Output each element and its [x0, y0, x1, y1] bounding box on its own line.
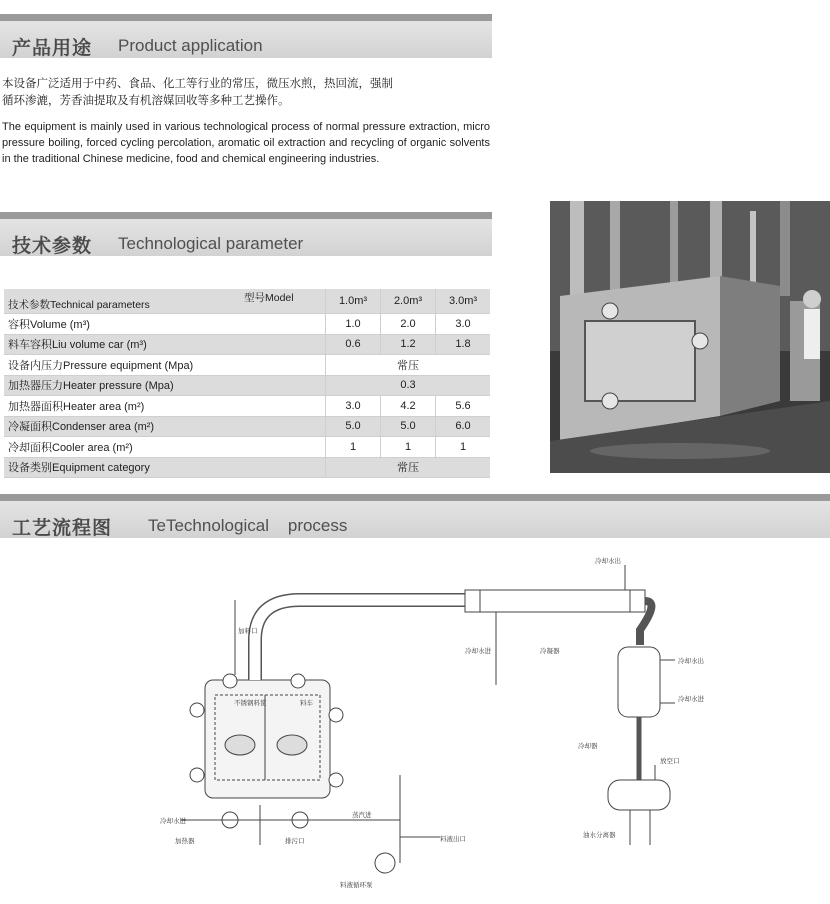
clamp — [329, 773, 343, 787]
tech-params-title-en: Technological parameter — [118, 234, 304, 253]
row-label: 加热器面积Heater area (m²) — [4, 396, 326, 417]
clamp — [329, 708, 343, 722]
row-label: 容积Volume (m³) — [4, 314, 326, 335]
label-oil-water-separator: 油水分离器 — [583, 831, 616, 839]
label-cooling-water-out-2: 冷却水出 — [678, 657, 704, 665]
cell: 1 — [326, 437, 381, 458]
table-corner-cell — [4, 289, 326, 314]
clamp — [223, 674, 237, 688]
label-cooling-water-in-2: 冷却水进 — [678, 695, 704, 703]
merged-cell: 常压 — [326, 457, 491, 478]
condenser — [465, 590, 645, 612]
clamp — [190, 768, 204, 782]
table-row — [4, 314, 490, 335]
table-row — [4, 355, 490, 376]
row-label: 冷却面积Cooler area (m²) — [4, 437, 326, 458]
label-drain: 排污口 — [285, 837, 305, 845]
cell: 5.0 — [381, 416, 436, 437]
row-label: 加热器压力Heater pressure (Mpa) — [4, 375, 326, 396]
merged-cell: 常压 — [326, 355, 491, 376]
row-label: 设备类别Equipment category — [4, 457, 326, 478]
cell: 4.2 — [381, 396, 436, 417]
cell: 3.0 — [436, 314, 491, 335]
process-title-en: TeTechnological process — [148, 516, 348, 535]
product-application-header — [0, 14, 492, 58]
header-params-label: 技术参数Technical parameters — [8, 299, 150, 311]
cell: 5.0 — [326, 416, 381, 437]
table-row — [4, 457, 490, 478]
tech-params-header — [0, 212, 492, 256]
cell: 1.2 — [381, 334, 436, 355]
label-cooling-water-in-3: 冷却水进 — [160, 817, 186, 825]
cell: 1 — [381, 437, 436, 458]
label-cooler: 冷却器 — [578, 742, 598, 750]
process-header — [0, 494, 830, 538]
table-row — [4, 396, 490, 417]
label-discharge: 料液出口 — [440, 835, 466, 843]
row-label: 料车容积Liu volume car (m³) — [4, 334, 326, 355]
product-application-title-en: Product application — [118, 36, 263, 55]
circulation-pump — [375, 853, 395, 873]
cell: 0.6 — [326, 334, 381, 355]
equipment-photo — [550, 201, 830, 473]
product-application-text-en: The equipment is mainly used in various technological process of normal pressure extraction, micro pressure boiling, forced cycling percolation, aromatic oil extraction and recycling of organic solvents in the traditional Chinese medicine, food and chemical engineering industries. — [2, 121, 490, 165]
table-header-row — [4, 289, 490, 314]
tech-params-table — [4, 289, 490, 478]
label-feed-port: 加料口 — [238, 627, 258, 635]
label-vent: 放空口 — [660, 757, 680, 765]
oil-water-separator — [608, 780, 670, 810]
process-title-cn: 工艺流程图 — [12, 517, 113, 539]
product-application-body — [2, 75, 492, 167]
label-cooling-water-in-1: 冷却水进 — [465, 647, 491, 655]
cell: 5.6 — [436, 396, 491, 417]
table-row — [4, 437, 490, 458]
label-stainless-basket: 不锈钢料筐 — [234, 699, 267, 707]
table-row — [4, 416, 490, 437]
product-application-text-cn-1: 本设备广泛适用于中药、食品、化工等行业的常压，微压水煎，热回流，强制 — [2, 76, 393, 90]
basket-right — [277, 735, 307, 755]
label-condenser: 冷凝器 — [540, 647, 560, 655]
label-circulation-pump: 料液循环泵 — [340, 881, 373, 889]
vapor-pipe — [255, 600, 465, 680]
table-row — [4, 334, 490, 355]
clamp — [291, 674, 305, 688]
label-steam-in: 蒸汽进 — [352, 811, 372, 819]
process-diagram — [0, 545, 830, 904]
label-cart: 料车 — [300, 699, 313, 707]
label-heater: 加热器 — [175, 837, 195, 845]
row-label: 设备内压力Pressure equipment (Mpa) — [4, 355, 326, 376]
cell: 3.0 — [326, 396, 381, 417]
clamp — [190, 703, 204, 717]
model-col-1: 1.0m³ — [326, 289, 381, 314]
basket-left — [225, 735, 255, 755]
merged-cell: 0.3 — [326, 375, 491, 396]
model-col-3: 3.0m³ — [436, 289, 491, 314]
product-application-title-cn: 产品用途 — [12, 37, 93, 59]
cell: 1.0 — [326, 314, 381, 335]
label-cooling-water-out-top: 冷却水出 — [595, 557, 621, 565]
row-label: 冷凝面积Condenser area (m²) — [4, 416, 326, 437]
product-application-text-cn-2: 循环渗漉，芳香油提取及有机溶媒回收等多种工艺操作。 — [2, 93, 290, 107]
model-col-2: 2.0m³ — [381, 289, 436, 314]
tech-params-title-cn: 技术参数 — [12, 235, 93, 257]
table-row — [4, 375, 490, 396]
cell: 6.0 — [436, 416, 491, 437]
cell: 2.0 — [381, 314, 436, 335]
cell: 1.8 — [436, 334, 491, 355]
cooler — [618, 647, 660, 717]
header-model-label: 型号Model — [244, 292, 294, 304]
cell: 1 — [436, 437, 491, 458]
